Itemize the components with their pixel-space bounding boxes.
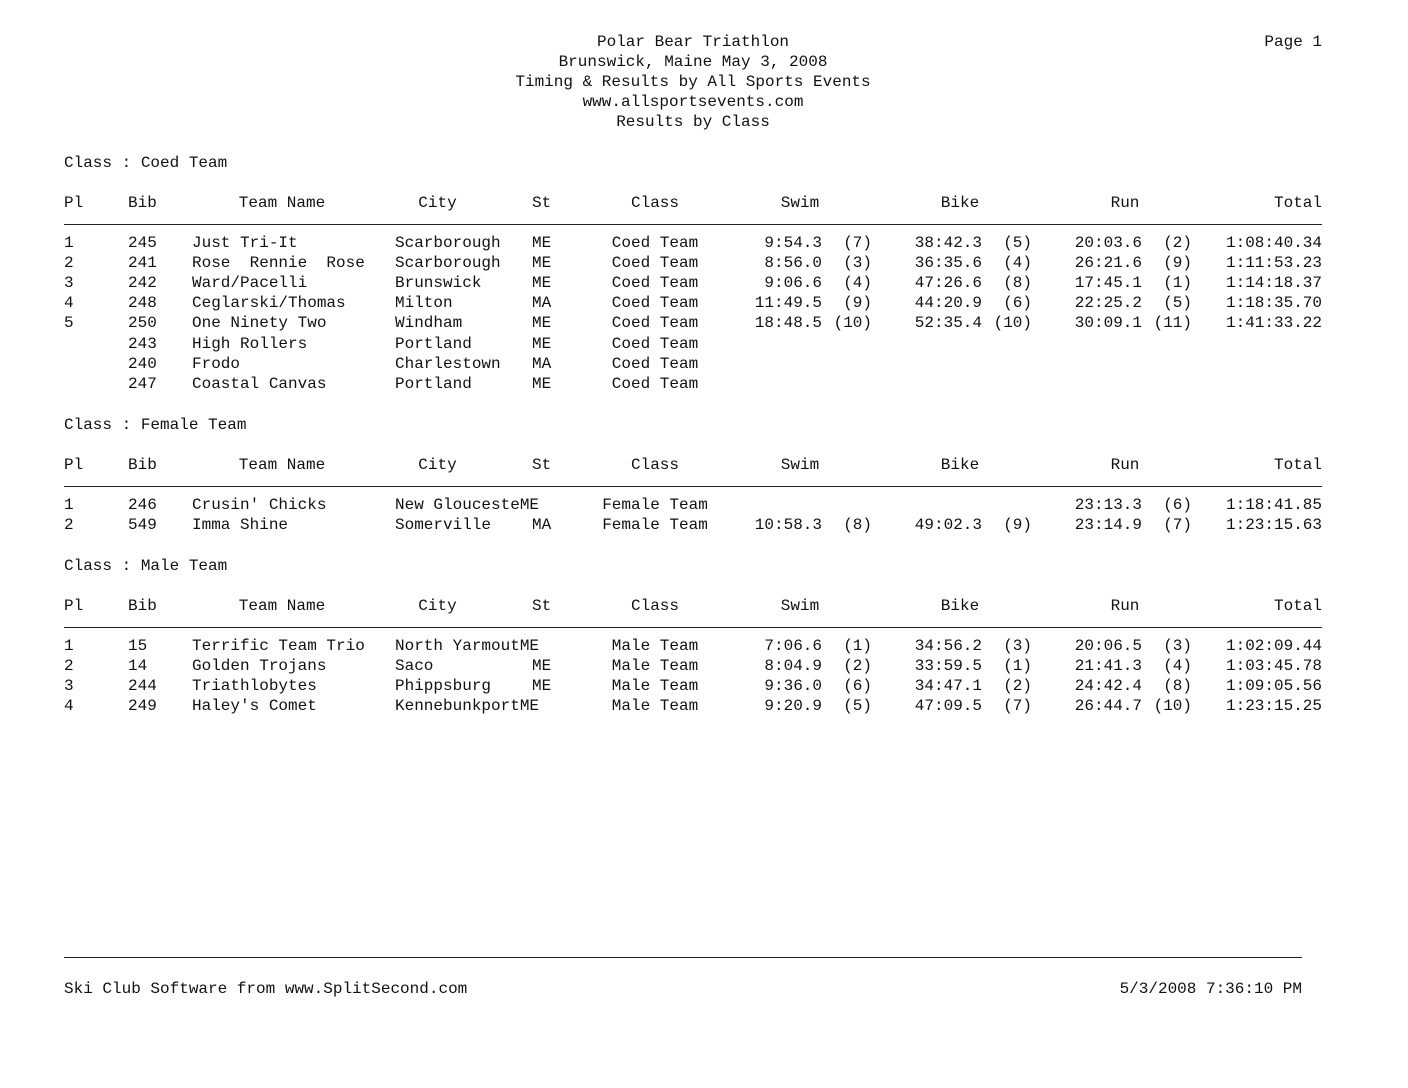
column-header-pl: Pl (64, 597, 84, 615)
cell-city: Portland (395, 375, 472, 393)
cell-bike: 34:56.2 (914, 637, 982, 655)
cell-run: 24:42.4 (1074, 677, 1142, 695)
cell-team: Imma Shine (192, 516, 289, 534)
class-section-title: Class : Coed Team (64, 154, 228, 172)
cell-cls: Coed Team (611, 314, 699, 332)
header-rule (64, 224, 1322, 225)
cell-city: Brunswick (395, 274, 482, 292)
cell-swim-rank: (8) (843, 516, 872, 534)
cell-bike-rank: (8) (1003, 274, 1032, 292)
cell-city: Saco (395, 657, 434, 675)
cell-total: 1:08:40.34 (1225, 234, 1322, 252)
cell-run: 20:06.5 (1074, 637, 1142, 655)
cell-run: 26:21.6 (1074, 254, 1142, 272)
cell-bib: 246 (128, 496, 157, 514)
cell-bib: 245 (128, 234, 157, 252)
column-header-city: City (418, 456, 457, 474)
cell-pl: 1 (64, 496, 74, 514)
website-line: www.allsportsevents.com (582, 93, 804, 111)
cell-swim: 9:20.9 (764, 697, 822, 715)
cell-total: 1:03:45.78 (1225, 657, 1322, 675)
column-header-class: Class (630, 194, 679, 212)
cell-city: Phippsburg (395, 677, 492, 695)
cell-bike-rank: (1) (1003, 657, 1032, 675)
cell-bike: 49:02.3 (914, 516, 982, 534)
cell-team: Haley's Comet (192, 697, 317, 715)
cell-bib: 248 (128, 294, 157, 312)
cell-bike: 33:59.5 (914, 657, 982, 675)
column-header-total: Total (1273, 456, 1322, 474)
cell-team: Just Tri-It (192, 234, 298, 252)
print-timestamp: 5/3/2008 7:36:10 PM (1119, 980, 1302, 998)
column-header-team: Team Name (238, 456, 326, 474)
cell-pl: 4 (64, 697, 74, 715)
cell-cls: Coed Team (611, 274, 699, 292)
cell-pl: 1 (64, 234, 74, 252)
cell-cls: Male Team (611, 697, 699, 715)
cell-cls: Coed Team (611, 375, 699, 393)
cell-run-rank: (4) (1163, 657, 1192, 675)
cell-bib: 14 (128, 657, 148, 675)
cell-bike: 47:09.5 (914, 697, 982, 715)
timing-credit: Timing & Results by All Sports Events (515, 73, 871, 91)
cell-total: 1:09:05.56 (1225, 677, 1322, 695)
cell-swim-rank: (1) (843, 637, 872, 655)
class-section-title: Class : Male Team (64, 557, 228, 575)
column-header-team: Team Name (238, 597, 326, 615)
cell-cls: Coed Team (611, 335, 699, 353)
cell-run-rank: (7) (1163, 516, 1192, 534)
column-header-swim: Swim (780, 597, 820, 615)
cell-bike-rank: (3) (1003, 637, 1032, 655)
cell-team: Terrific Team Trio (192, 637, 365, 655)
column-header-swim: Swim (780, 194, 820, 212)
cell-bike-rank: (2) (1003, 677, 1032, 695)
cell-total: 1:23:15.63 (1225, 516, 1322, 534)
cell-run-rank: (6) (1163, 496, 1192, 514)
column-header-pl: Pl (64, 194, 84, 212)
cell-swim-rank: (10) (833, 314, 872, 332)
cell-bike-rank: (5) (1003, 234, 1032, 252)
column-header-st: St (532, 456, 552, 474)
cell-city: Windham (395, 314, 463, 332)
cell-cls: Coed Team (611, 294, 699, 312)
class-section-title: Class : Female Team (64, 416, 247, 434)
cell-team: Triathlobytes (192, 677, 317, 695)
column-header-city: City (418, 597, 457, 615)
cell-pl: 5 (64, 314, 74, 332)
cell-cls: Coed Team (611, 355, 699, 373)
column-header-run: Run (1110, 597, 1140, 615)
cell-run-rank: (11) (1153, 314, 1192, 332)
column-header-bib: Bib (128, 456, 157, 474)
cell-team: One Ninety Two (192, 314, 327, 332)
cell-st: ME (532, 657, 552, 675)
cell-bib: 243 (128, 335, 157, 353)
report-type: Results by Class (616, 113, 770, 131)
cell-bib: 549 (128, 516, 157, 534)
cell-swim: 7:06.6 (764, 637, 822, 655)
cell-bib: 242 (128, 274, 157, 292)
cell-bike-rank: (4) (1003, 254, 1032, 272)
cell-city: Charlestown (395, 355, 501, 373)
cell-swim-rank: (7) (843, 234, 872, 252)
column-header-city: City (418, 194, 457, 212)
cell-run-rank: (2) (1163, 234, 1192, 252)
cell-team: Ceglarski/Thomas (192, 294, 346, 312)
cell-swim: 9:36.0 (764, 677, 822, 695)
cell-run-rank: (5) (1163, 294, 1192, 312)
cell-swim-rank: (5) (843, 697, 872, 715)
column-header-run: Run (1110, 456, 1140, 474)
cell-team: Coastal Canvas (192, 375, 327, 393)
cell-bike-rank: (10) (993, 314, 1032, 332)
cell-city: Scarborough (395, 254, 501, 272)
cell-swim: 8:04.9 (764, 657, 822, 675)
cell-cls: Female Team (602, 496, 708, 514)
cell-bib: 241 (128, 254, 157, 272)
cell-cls: Coed Team (611, 234, 699, 252)
column-header-bib: Bib (128, 194, 157, 212)
cell-st: ME (532, 335, 552, 353)
cell-pl: 2 (64, 516, 74, 534)
cell-city: Portland (395, 335, 472, 353)
cell-cls: Male Team (611, 677, 699, 695)
cell-bike: 34:47.1 (914, 677, 982, 695)
cell-st: ME (532, 274, 552, 292)
cell-run: 26:44.7 (1074, 697, 1142, 715)
cell-run-rank: (3) (1163, 637, 1192, 655)
cell-team: Frodo (192, 355, 241, 373)
column-header-swim: Swim (780, 456, 820, 474)
cell-cls: Female Team (602, 516, 708, 534)
event-title: Polar Bear Triathlon (596, 33, 790, 51)
cell-city: Somerville (395, 516, 492, 534)
cell-city: North YarmoutME (395, 637, 540, 655)
cell-bike: 36:35.6 (914, 254, 982, 272)
column-header-bike: Bike (940, 597, 980, 615)
cell-run: 23:13.3 (1074, 496, 1142, 514)
cell-swim-rank: (2) (843, 657, 872, 675)
column-header-bib: Bib (128, 597, 157, 615)
cell-run-rank: (10) (1153, 697, 1192, 715)
cell-swim-rank: (9) (843, 294, 872, 312)
cell-team: Rose Rennie Rose (192, 254, 365, 272)
column-header-class: Class (630, 456, 679, 474)
cell-run: 22:25.2 (1074, 294, 1142, 312)
cell-city: KennebunkportME (395, 697, 540, 715)
page-number: Page 1 (1264, 33, 1322, 51)
column-header-st: St (532, 194, 552, 212)
cell-st: MA (532, 516, 552, 534)
cell-total: 1:02:09.44 (1225, 637, 1322, 655)
column-header-run: Run (1110, 194, 1140, 212)
cell-swim-rank: (6) (843, 677, 872, 695)
cell-swim: 11:49.5 (754, 294, 822, 312)
cell-run: 30:09.1 (1074, 314, 1142, 332)
cell-run-rank: (9) (1163, 254, 1192, 272)
cell-run: 23:14.9 (1074, 516, 1142, 534)
cell-bib: 250 (128, 314, 157, 332)
cell-st: ME (532, 677, 552, 695)
column-header-total: Total (1273, 597, 1322, 615)
cell-total: 1:18:41.85 (1225, 496, 1322, 514)
cell-bike-rank: (6) (1003, 294, 1032, 312)
cell-run-rank: (8) (1163, 677, 1192, 695)
event-location-date: Brunswick, Maine May 3, 2008 (558, 53, 828, 71)
cell-bike: 52:35.4 (914, 314, 982, 332)
cell-swim: 9:06.6 (764, 274, 822, 292)
cell-swim: 18:48.5 (754, 314, 822, 332)
column-header-pl: Pl (64, 456, 84, 474)
cell-total: 1:11:53.23 (1225, 254, 1322, 272)
cell-bib: 247 (128, 375, 157, 393)
cell-st: ME (532, 234, 552, 252)
header-rule (64, 627, 1322, 628)
cell-pl: 4 (64, 294, 74, 312)
cell-total: 1:41:33.22 (1225, 314, 1322, 332)
cell-bib: 15 (128, 637, 148, 655)
cell-run: 21:41.3 (1074, 657, 1142, 675)
cell-team: Golden Trojans (192, 657, 327, 675)
cell-total: 1:14:18.37 (1225, 274, 1322, 292)
cell-bike: 38:42.3 (914, 234, 982, 252)
cell-bib: 244 (128, 677, 157, 695)
cell-city: New GloucesteME (395, 496, 540, 514)
cell-st: ME (532, 375, 552, 393)
cell-team: Crusin' Chicks (192, 496, 327, 514)
cell-bib: 240 (128, 355, 157, 373)
cell-city: Scarborough (395, 234, 501, 252)
cell-pl: 3 (64, 274, 74, 292)
cell-swim: 10:58.3 (754, 516, 822, 534)
cell-cls: Coed Team (611, 254, 699, 272)
cell-st: ME (532, 314, 552, 332)
cell-swim-rank: (3) (843, 254, 872, 272)
cell-bike: 47:26.6 (914, 274, 982, 292)
header-rule (64, 486, 1322, 487)
cell-swim: 8:56.0 (764, 254, 822, 272)
column-header-bike: Bike (940, 194, 980, 212)
cell-pl: 1 (64, 637, 74, 655)
cell-pl: 2 (64, 254, 74, 272)
cell-pl: 2 (64, 657, 74, 675)
cell-run: 17:45.1 (1074, 274, 1142, 292)
cell-total: 1:18:35.70 (1225, 294, 1322, 312)
cell-city: Milton (395, 294, 453, 312)
cell-bike: 44:20.9 (914, 294, 982, 312)
cell-run: 20:03.6 (1074, 234, 1142, 252)
column-header-total: Total (1273, 194, 1322, 212)
column-header-team: Team Name (238, 194, 326, 212)
cell-st: MA (532, 355, 552, 373)
cell-bike-rank: (9) (1003, 516, 1032, 534)
cell-st: ME (532, 254, 552, 272)
column-header-bike: Bike (940, 456, 980, 474)
footer-divider (64, 957, 1302, 958)
cell-cls: Male Team (611, 657, 699, 675)
cell-pl: 3 (64, 677, 74, 695)
cell-bike-rank: (7) (1003, 697, 1032, 715)
cell-team: High Rollers (192, 335, 308, 353)
cell-swim-rank: (4) (843, 274, 872, 292)
cell-st: MA (532, 294, 552, 312)
cell-run-rank: (1) (1163, 274, 1192, 292)
cell-bib: 249 (128, 697, 157, 715)
software-credit: Ski Club Software from www.SplitSecond.com (64, 980, 468, 998)
cell-swim: 9:54.3 (764, 234, 822, 252)
cell-cls: Male Team (611, 637, 699, 655)
cell-team: Ward/Pacelli (192, 274, 308, 292)
column-header-st: St (532, 597, 552, 615)
column-header-class: Class (630, 597, 679, 615)
cell-total: 1:23:15.25 (1225, 697, 1322, 715)
